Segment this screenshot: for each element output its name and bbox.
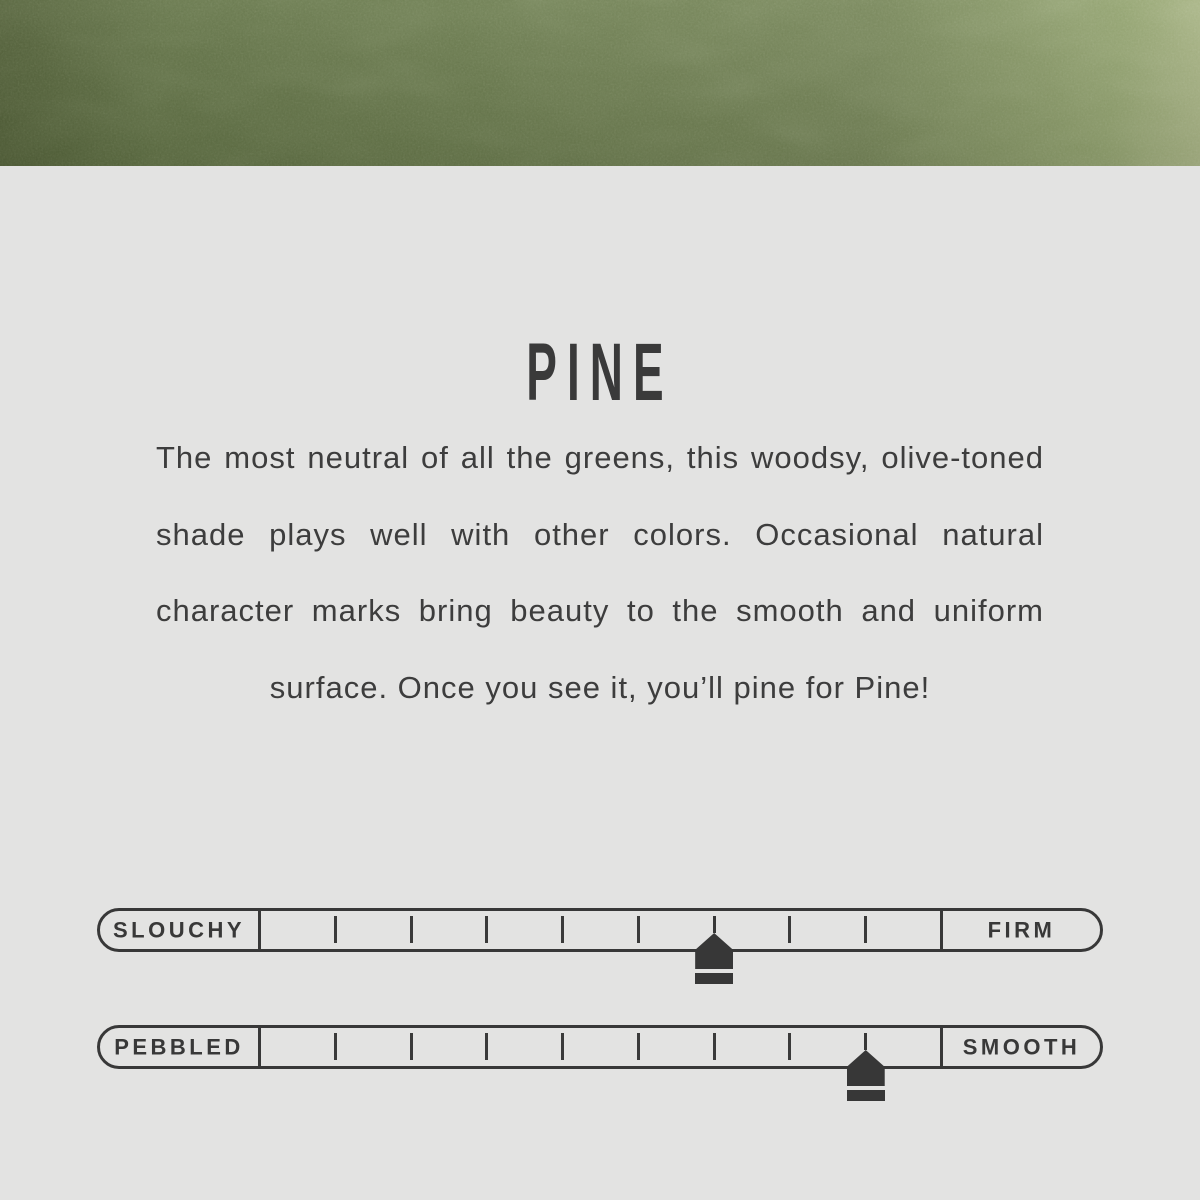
texture-left-label: PEBBLED — [114, 1034, 244, 1060]
scale-tick — [788, 1033, 791, 1060]
leather-texture-image — [0, 0, 1200, 166]
scale-tick — [561, 1033, 564, 1060]
texture-right-label: SMOOTH — [962, 1034, 1081, 1060]
marker-pointer — [847, 1050, 885, 1086]
marker-base — [695, 973, 733, 984]
color-name-title: PINE — [526, 326, 674, 418]
description-line: shade plays well with other colors. Occasional natural — [156, 516, 1044, 552]
firmness-left-label: SLOUCHY — [112, 917, 246, 943]
description-line: surface. Once you see it, you’ll pine for Pine! — [269, 669, 931, 705]
scale-tick — [485, 916, 488, 943]
scale-tick — [713, 1033, 716, 1060]
scale-tick — [334, 916, 337, 943]
scale-tick — [637, 916, 640, 943]
description-line: The most neutral of all the greens, this woodsy, olive-toned — [156, 440, 1044, 475]
marker-pointer — [695, 933, 733, 969]
color-description — [156, 420, 1044, 726]
texture-scale — [97, 1025, 1103, 1069]
scale-tick — [561, 916, 564, 943]
scale-tick — [334, 1033, 337, 1060]
marker-base — [847, 1090, 885, 1101]
scale-tick — [637, 1033, 640, 1060]
texture-track — [261, 1028, 940, 1066]
marker-stem — [713, 916, 716, 933]
firmness-right-label: FIRM — [987, 917, 1056, 943]
description-line: character marks bring beauty to the smooth and uniform — [156, 593, 1044, 628]
leather-shading — [0, 0, 1200, 166]
scale-tick — [410, 1033, 413, 1060]
scale-tick — [410, 916, 413, 943]
firmness-right-section — [940, 911, 1100, 949]
firmness-track — [261, 911, 940, 949]
scale-tick — [788, 916, 791, 943]
scale-tick — [485, 1033, 488, 1060]
scale-tick — [864, 916, 867, 943]
marker-stem — [864, 1033, 867, 1050]
texture-right-section — [940, 1028, 1100, 1066]
firmness-left-section — [100, 911, 261, 949]
texture-left-section — [100, 1028, 261, 1066]
firmness-scale — [97, 908, 1103, 952]
